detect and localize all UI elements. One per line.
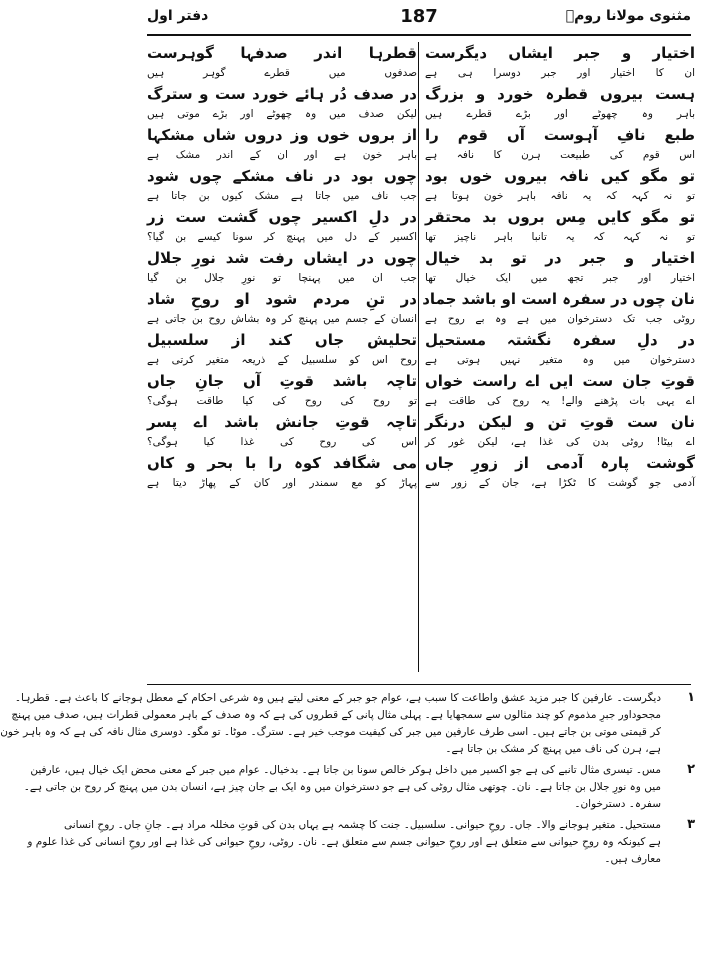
verse-line: در دلِ سفرہ نگشتہ مستحیل	[425, 331, 695, 349]
footnote-number: ۲	[687, 762, 695, 777]
couplet	[425, 245, 695, 286]
verse-line: چوں در ایشاں رفت شد نورِ جلال	[147, 249, 417, 267]
verse-line: تاچہ باشد قوتِ آں جانِ جاں	[147, 372, 417, 390]
translation-line: باہر وہ چھوٹے اور بڑے قطرے ہیں	[425, 108, 695, 120]
couplet	[425, 409, 695, 450]
verse-line: تو مگو کیں نافہ بیروں خوں بود	[425, 167, 695, 185]
couplet	[147, 327, 417, 368]
verse-line: می شگافد کوہ را با بحر و کاں	[147, 454, 417, 472]
translation-line: ان کا اختیار اور جبر دوسرا ہی ہے	[425, 67, 695, 79]
footnote-line: مجحوداور جبرِ مذموم کو چند مثالوں سے سمجھایا ہے۔ پہلی مثال پانی کے قطروں کی ہے کہ وہ صدف کے باہر معمولی قطرات ہیں، صدف میں پہنچ	[11, 709, 661, 721]
verse-line: نان ست قوتِ تن و لیکن درنگر	[425, 413, 695, 431]
couplet	[147, 163, 417, 204]
verse-line: تاچہ قوتِ جانش باشد اے پسر	[147, 413, 417, 431]
verse-line: در دلِ اکسیر چوں گشت ست زر	[147, 208, 417, 226]
footnote-line: مستحیل۔ متغیر ہوجانے والا۔ جاں۔ روحِ حیوانی۔ سلسبیل۔ جنت کا چشمہ ہے یہاں بدن کی قوتِ مخللہ مراد ہے۔ جانِ جاں۔ روحِ انسانی	[64, 819, 661, 831]
right-verse-column	[422, 40, 695, 672]
translation-line: اختیار اور جبر تجھ میں ایک خیال تھا	[425, 272, 695, 284]
couplet	[425, 122, 695, 163]
footnote-line: میں وہ نورِ جلال بن جاتا ہے۔ نان۔ چوتھی مثال روٹی کی ہے جو دسترخوان میں وہ ایک بے جان چیز ہے، انسان بدن میں پہنچ کر روح بن جاتی ہے۔	[23, 781, 661, 793]
couplet	[425, 163, 695, 204]
verse-line: قطرہا اندر صدفہا گوہرست	[147, 44, 417, 62]
couplet	[147, 81, 417, 122]
verse-line: چوں بود در ناف مشکے چوں شود	[147, 167, 417, 185]
couplet	[147, 40, 417, 81]
footnote	[23, 762, 695, 813]
translation-line: تو نہ کہہ کہ یہ تانبا باہر ناچیز تھا	[425, 231, 695, 243]
couplet	[422, 286, 695, 327]
footnote-line: سفرہ۔ دسترخوان۔	[574, 798, 661, 810]
couplet	[147, 450, 417, 491]
translation-line: اس قوم کی طبیعت ہرن کا نافہ ہے	[425, 149, 695, 161]
verse-line: تو مگو کایں مِس بروں بد محتقر	[425, 208, 695, 226]
header-rule	[147, 34, 691, 36]
translation-line: صدفوں میں قطرے گوہر ہیں	[147, 67, 417, 79]
verse-line: اختیار و جبر ایشاں دیگرست	[425, 44, 695, 62]
verse-line: ہست بیروں قطرہ خورد و بزرگ	[425, 85, 695, 103]
verse-line: در تنِ مردم شود او روحِ شاد	[147, 290, 417, 308]
couplet	[147, 286, 417, 327]
couplet	[147, 245, 417, 286]
couplet	[425, 81, 695, 122]
translation-line: لیکن صدف میں وہ چھوٹے اور بڑے موتی ہیں	[147, 108, 417, 120]
footnote-rule	[147, 684, 691, 685]
page-header	[147, 6, 691, 32]
translation-line: اے بیٹا! روٹی بدن کی غذا ہے، لیکن غور کر	[425, 436, 695, 448]
couplet	[425, 368, 695, 409]
left-verse-column	[147, 40, 417, 672]
verse-line: نان چوں در سفرہ است او باشد جماد	[422, 290, 695, 308]
translation-line: پہاڑ کو مع سمندر اور کان کے پھاڑ دیتا ہے	[147, 477, 417, 489]
footnote-line: کر قیمتی موتی بن جاتے ہیں۔ اسی طرف عارفین میں جبر کی کیفیت موجب خیر ہے۔ سترگ۔ موٹا۔ تو مگو۔ دوسری مثال نافہ کی ہے کہ وہ باہر خون	[0, 726, 661, 738]
translation-line: جب ان میں پہنچا تو نورِ جلال بن گیا	[147, 272, 417, 284]
translation-line: انسان کے جسم میں پہنچ کر وہ بشاش روح بن جاتی ہے	[147, 313, 417, 325]
footnote-line: دیگرست۔ عارفین کا جبر مزید عشق واطاعت کا سبب ہے، عوام جو جبر کے معنی لیتے ہیں وہ شرعی احکام کے معطل ہوجانے کا باعث ہے۔ قطرہا۔	[14, 692, 661, 704]
page-number: 187	[400, 6, 438, 27]
verse-line: در صدف دُر ہائے خورد ست و سترگ	[147, 85, 417, 103]
translation-line: تو روح کی روح کی کیا طاقت ہوگی؟	[147, 395, 417, 407]
couplet	[425, 327, 695, 368]
translation-line: روح اس کو سلسبیل کے ذریعہ متغیر کرتی ہے	[147, 354, 417, 366]
translation-line: تو نہ کہہ کہ یہ نافہ باہر خون ہوتا ہے	[425, 190, 695, 202]
verse-line: تحلیش جاں کند از سلسبیل	[147, 331, 417, 349]
translation-line: آدمی جو گوشت کا ٹکڑا ہے، جان کے زور سے	[425, 477, 695, 489]
couplet	[425, 40, 695, 81]
translation-line: اکسیر کے دل میں پہنچ کر سونا کیسے بن گیا؟	[147, 231, 417, 243]
footnote	[0, 690, 695, 758]
volume-label: دفتر اول	[147, 8, 209, 24]
couplet	[147, 368, 417, 409]
verse-line: گوشت پارہ آدمی از زورِ جاں	[425, 454, 695, 472]
footnotes-section	[0, 690, 695, 958]
footnote-number: ۱	[687, 690, 695, 705]
couplet	[425, 204, 695, 245]
verse-line: از بروں خوں وز دروں شاں مشکہا	[147, 126, 417, 144]
column-divider	[418, 42, 419, 672]
couplet	[147, 204, 417, 245]
footnote-line: ہے، ہرن کی ناف میں پہنچ کر مشک بن جاتا ہے۔	[445, 743, 661, 755]
verse-line: طبع نافِ آہوست آں قوم را	[425, 126, 695, 144]
verse-line: قوتِ جان ست ایں اے راست خواں	[425, 372, 695, 390]
translation-line: باہر خون ہے اور ان کے اندر مشک ہے	[147, 149, 417, 161]
book-title: مثنوی مولانا رومؒ	[565, 8, 691, 24]
footnote-line: معارف ہیں۔	[604, 853, 661, 865]
couplet	[425, 450, 695, 491]
translation-line: اس کی روح کی غذا کیا ہوگی؟	[147, 436, 417, 448]
translation-line: دسترخوان میں وہ متغیر نہیں ہوتی ہے	[425, 354, 695, 366]
footnote-number: ۳	[687, 817, 695, 832]
translation-line: اے یہی بات پڑھنے والے! یہ روح کی طاقت ہے	[425, 395, 695, 407]
translation-line: روٹی جب تک دسترخوان میں ہے وہ بے روح ہے	[425, 313, 695, 325]
verse-line: اختیار و جبر در تو بد خیال	[425, 249, 695, 267]
couplet	[147, 409, 417, 450]
couplet	[147, 122, 417, 163]
footnote-line: ہے کیونکہ وہ روحِ حیوانی سے متعلق ہے اور روحِ حیوانی جسم سے متعلق ہے۔ نان۔ روٹی، روحِ حیوانی کی غذا ہے اور روحِ انسانی کی غذا علوم و	[27, 836, 661, 848]
translation-line: جب ناف میں جاتا ہے مشک کیوں بن جاتا ہے	[147, 190, 417, 202]
footnote-line: مس۔ تیسری مثال تانبے کی ہے جو اکسیر میں داخل ہوکر خالص سونا بن جاتا ہے۔ بدخیال۔ عوام میں جبر کے معنی محض ایک خیال ہیں، عارفین	[30, 764, 661, 776]
footnote	[27, 817, 695, 868]
